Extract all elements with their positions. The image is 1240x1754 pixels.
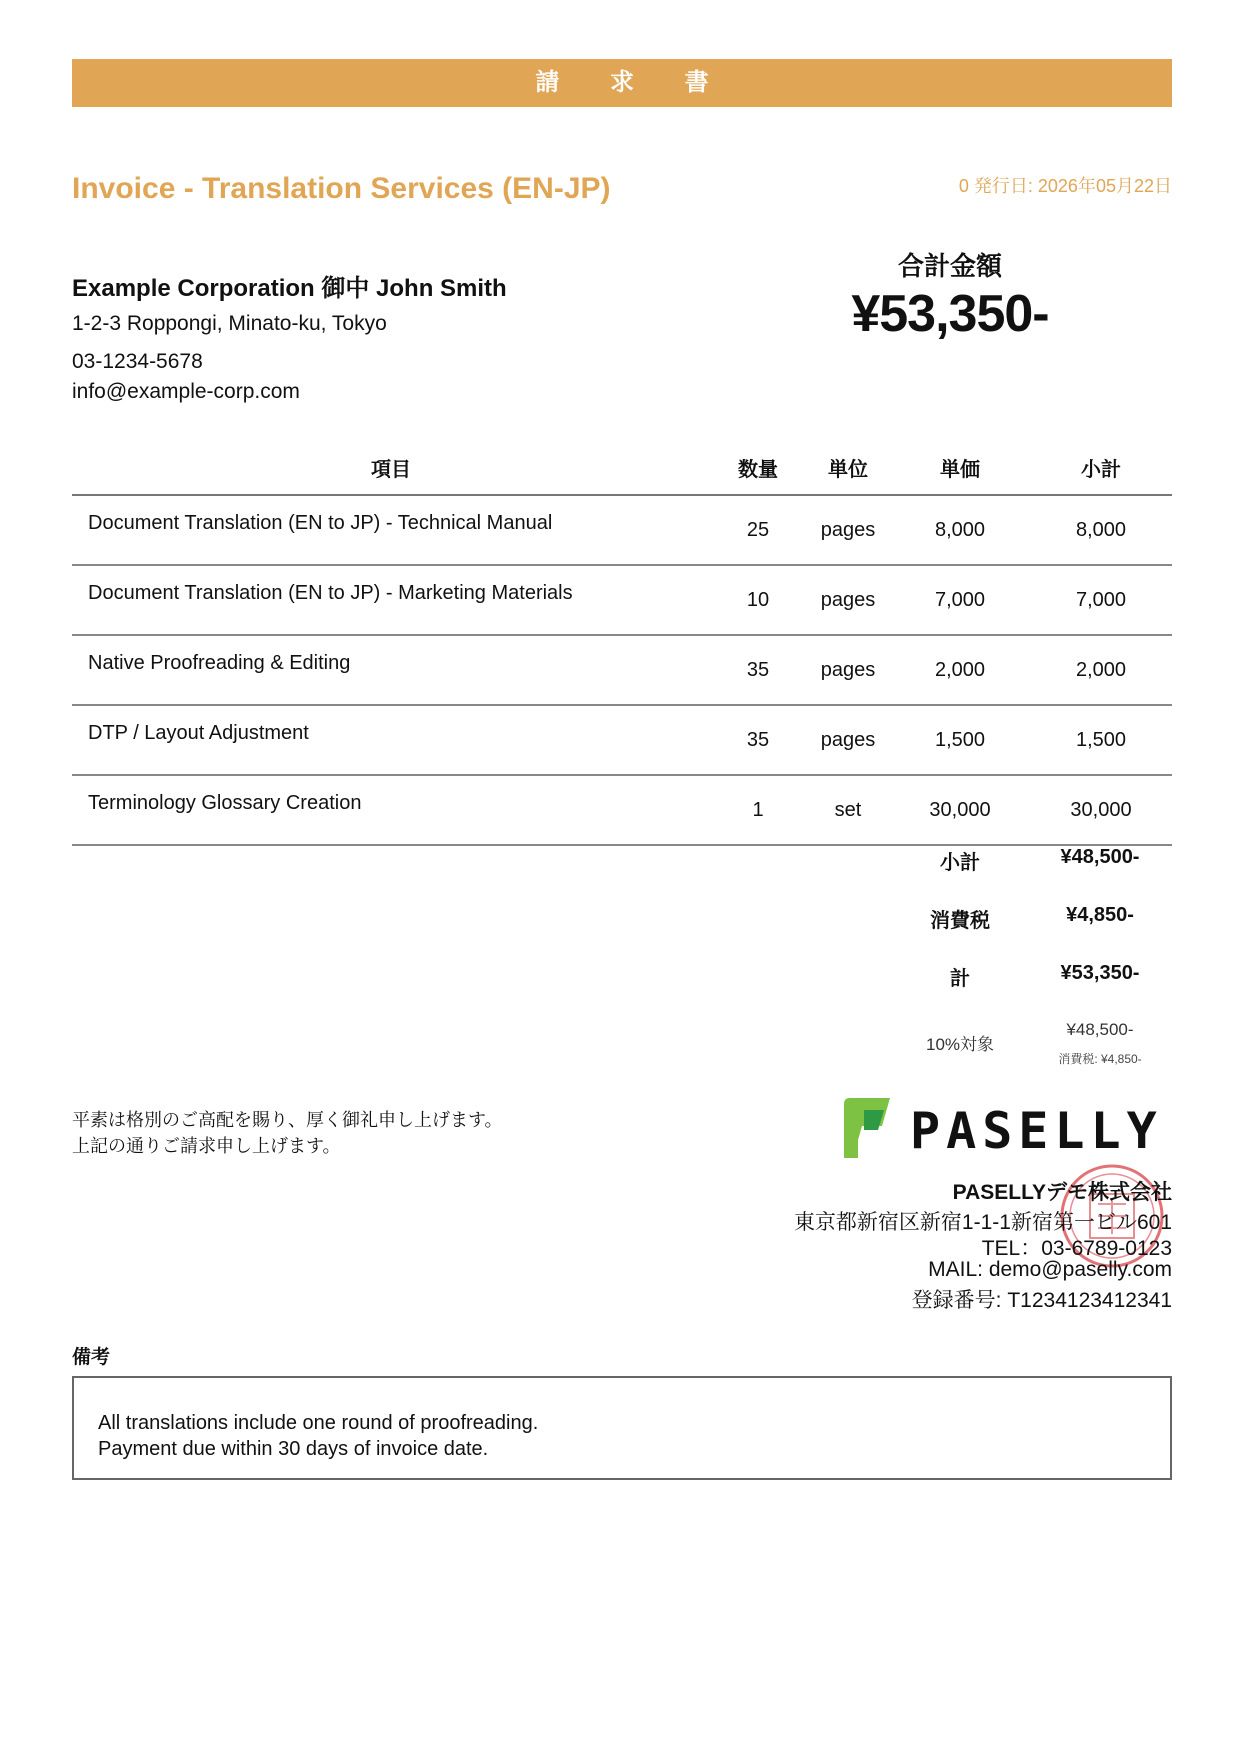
issuer-registration: 登録番号: T1234123412341 xyxy=(911,1289,1172,1312)
item-unit: pages xyxy=(806,565,890,635)
greeting-line-1: 平素は格別のご高配を賜り、厚く御礼申し上げます。 xyxy=(72,1110,503,1130)
item-subtotal: 30,000 xyxy=(1030,775,1172,845)
grand-total-value: ¥53,350- xyxy=(1060,962,1140,984)
note-line: Payment due within 30 days of invoice date. xyxy=(98,1438,489,1460)
item-unit: pages xyxy=(806,705,890,775)
issuer-mail: MAIL: demo@paselly.com xyxy=(928,1258,1172,1281)
item-price: 8,000 xyxy=(890,495,1030,565)
item-qty: 35 xyxy=(710,705,806,775)
item-qty: 10 xyxy=(710,565,806,635)
item-description: Document Translation (EN to JP) - Technical Manual xyxy=(72,495,710,565)
tax-target-base: ¥48,500- xyxy=(1066,1020,1134,1039)
item-subtotal: 7,000 xyxy=(1030,565,1172,635)
header-item: 項目 xyxy=(72,440,710,495)
item-description: DTP / Layout Adjustment xyxy=(72,705,710,775)
company-logo xyxy=(838,1096,1174,1160)
item-subtotal: 1,500 xyxy=(1030,705,1172,775)
note-line: All translations include one round of proofreading. xyxy=(98,1412,539,1434)
item-subtotal: 2,000 xyxy=(1030,635,1172,705)
client-phone: 03-1234-5678 xyxy=(72,350,203,373)
greeting-line-2: 上記の通りご請求申し上げます。 xyxy=(72,1136,341,1156)
table-row xyxy=(72,705,1172,775)
issue-date: 0 発行日: 2026年05月22日 xyxy=(958,176,1172,196)
notes-box xyxy=(72,1376,1172,1480)
item-subtotal: 8,000 xyxy=(1030,495,1172,565)
grand-total-label: 計 xyxy=(950,968,970,990)
tax-target-tax: 消費税: ¥4,850- xyxy=(1058,1052,1142,1066)
total-amount: ¥53,350- xyxy=(851,285,1049,343)
subtotal-label: 小計 xyxy=(940,852,980,874)
line-items-table xyxy=(72,440,1172,846)
issuer-address: 東京都新宿区新宿1-1-1新宿第一ビル601 xyxy=(793,1211,1172,1234)
table-row xyxy=(72,565,1172,635)
header-unit: 単位 xyxy=(806,440,890,495)
item-qty: 35 xyxy=(710,635,806,705)
issuer-tel: TEL：03-6789-0123 xyxy=(981,1237,1172,1260)
tax-target-label: 10%対象 xyxy=(925,1035,995,1054)
document-title: 請 求 書 xyxy=(535,69,731,96)
table-row xyxy=(72,495,1172,565)
item-qty: 1 xyxy=(710,775,806,845)
header-price: 単価 xyxy=(890,440,1030,495)
item-price: 1,500 xyxy=(890,705,1030,775)
item-qty: 25 xyxy=(710,495,806,565)
document-title-bar xyxy=(72,59,1172,107)
client-name: Example Corporation 御中 John Smith xyxy=(72,275,507,302)
table-row xyxy=(72,635,1172,705)
item-unit: set xyxy=(806,775,890,845)
header-subtotal: 小計 xyxy=(1030,440,1172,495)
invoice-title: Invoice - Translation Services (EN-JP) xyxy=(72,172,611,205)
subtotal-value: ¥48,500- xyxy=(1060,846,1140,868)
item-unit: pages xyxy=(806,635,890,705)
item-description: Document Translation (EN to JP) - Marketing Materials xyxy=(72,565,710,635)
table-header-row xyxy=(72,440,1172,495)
tax-value: ¥4,850- xyxy=(1066,904,1134,926)
table-row xyxy=(72,775,1172,845)
logo-wordmark: PASELLY xyxy=(910,1102,1163,1160)
header-qty: 数量 xyxy=(710,440,806,495)
item-unit: pages xyxy=(806,495,890,565)
client-email: info@example-corp.com xyxy=(72,380,300,403)
tax-label: 消費税 xyxy=(930,910,990,932)
item-price: 7,000 xyxy=(890,565,1030,635)
item-price: 30,000 xyxy=(890,775,1030,845)
issuer-name: PASELLYデモ株式会社 xyxy=(952,1181,1172,1204)
item-price: 2,000 xyxy=(890,635,1030,705)
item-description: Terminology Glossary Creation xyxy=(72,775,710,845)
notes-label: 備考 xyxy=(72,1347,111,1368)
total-amount-label: 合計金額 xyxy=(897,251,1002,281)
item-description: Native Proofreading & Editing xyxy=(72,635,710,705)
client-address: 1-2-3 Roppongi, Minato-ku, Tokyo xyxy=(72,312,387,335)
